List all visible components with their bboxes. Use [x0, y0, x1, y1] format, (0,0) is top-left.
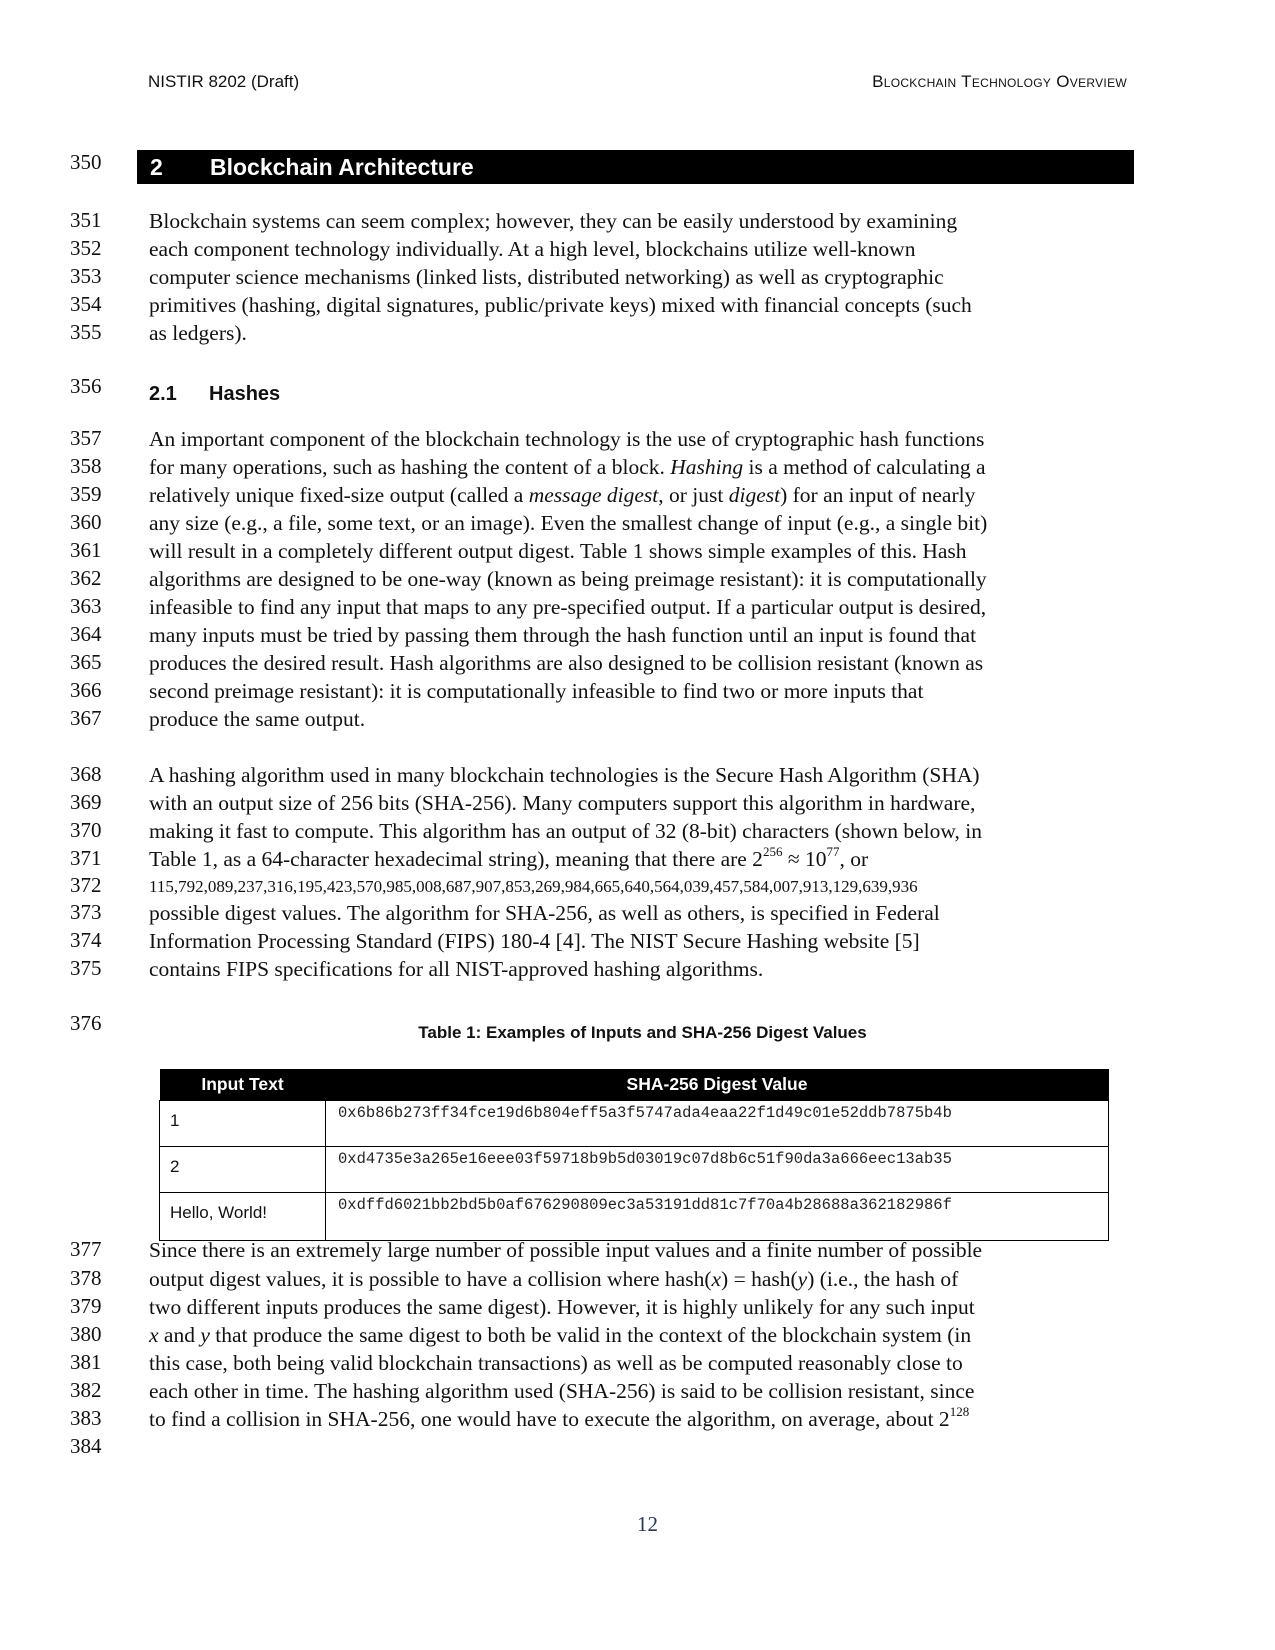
line-number: 378 — [70, 1266, 102, 1290]
exponent: 256 — [762, 844, 783, 859]
text-line: A hashing algorithm used in many blockchain technologies is the Secure Hash Algorithm (SHA) — [149, 763, 980, 787]
text-line: Blockchain systems can seem complex; however, they can be easily understood by examining — [149, 209, 958, 233]
subsection-number: 2.1 — [149, 383, 177, 405]
line-number: 357 — [70, 426, 102, 450]
text-line: two different inputs produces the same digest). However, it is highly unlikely for any such input — [149, 1295, 975, 1319]
line-number: 382 — [70, 1378, 102, 1402]
text-line: x and y that produce the same digest to both be valid in the context of the blockchain system (in — [149, 1323, 972, 1347]
text-line: Information Processing Standard (FIPS) 180-4 [4]. The NIST Secure Hashing website [5] — [149, 929, 920, 953]
line-number: 371 — [70, 846, 102, 870]
text-line: many inputs must be tried by passing them through the hash function until an input is found that — [149, 623, 977, 647]
page-number: 12 — [637, 1512, 658, 1536]
line-number: 384 — [70, 1434, 102, 1458]
text-line: as ledgers). — [149, 321, 247, 345]
line-number: 350 — [70, 150, 102, 174]
text-line: Since there is an extremely large number of possible input values and a finite number of possible — [149, 1238, 983, 1262]
text-line: infeasible to find any input that maps to any pre-specified output. If a particular output is desired, — [149, 595, 987, 619]
line-number: 354 — [70, 292, 102, 316]
line-number: 364 — [70, 622, 102, 646]
line-number: 353 — [70, 264, 102, 288]
text-line: possible digest values. The algorithm for SHA-256, as well as others, is specified in Federal — [149, 901, 940, 925]
large-number-line: 115,792,089,237,316,195,423,570,985,008,687,907,853,269,984,665,640,564,039,457,584,007,913,129,639,936 — [149, 877, 918, 896]
exponent: 77 — [826, 844, 840, 859]
running-header-right: Blockchain Technology Overview — [872, 72, 1127, 91]
column-header: SHA-256 Digest Value — [326, 1069, 1109, 1101]
table-header-row — [160, 1069, 1109, 1101]
line-number: 381 — [70, 1350, 102, 1374]
text-line: Table 1, as a 64-character hexadecimal string), meaning that there are $2^{256} \approx 10^{77}$, or — [149, 844, 869, 871]
text-line: algorithms are designed to be one-way (known as being preimage resistant): it is computationally — [149, 567, 987, 591]
line-number: 372 — [70, 873, 102, 897]
line-number: 359 — [70, 482, 102, 506]
input-cell: 1 — [160, 1101, 326, 1147]
text-line: to find a collision in SHA-256, one would have to execute the algorithm, on average, about $2^{128}$ — [149, 1404, 970, 1431]
term-digest: digest — [728, 483, 781, 507]
text-line: produce the same output. — [149, 707, 366, 731]
table-caption: Table 1: Examples of Inputs and SHA-256 Digest Values — [418, 1023, 867, 1042]
input-cell: Hello, World! — [160, 1193, 326, 1241]
input-cell: 2 — [160, 1147, 326, 1193]
term-message-digest: message digest — [528, 483, 659, 507]
text-line: computer science mechanisms (linked lists, distributed networking) as well as cryptographic — [149, 265, 944, 289]
subsection-title: Hashes — [209, 383, 281, 405]
text-line: produces the desired result. Hash algorithms are also designed to be collision resistant (known as — [149, 651, 984, 675]
text-line: will result in a completely different output digest. Table 1 shows simple examples of this. Hash — [149, 539, 967, 563]
line-number: 376 — [70, 1011, 102, 1035]
line-number: 368 — [70, 762, 102, 786]
line-number: 366 — [70, 678, 102, 702]
section-number: 2 — [150, 153, 163, 180]
text-line: this case, both being valid blockchain transactions) as well as be computed reasonably close to — [149, 1351, 963, 1375]
line-number: 370 — [70, 818, 102, 842]
line-number: 362 — [70, 566, 102, 590]
line-number: 379 — [70, 1294, 102, 1318]
line-number: 367 — [70, 706, 102, 730]
text-line: primitives (hashing, digital signatures, public/private keys) mixed with financial concepts (such — [149, 293, 972, 317]
term-hashing: Hashing — [670, 455, 744, 479]
text-line: second preimage resistant): it is computationally infeasible to find two or more inputs that — [149, 679, 924, 703]
running-header-left: NISTIR 8202 (Draft) — [148, 72, 300, 91]
section-heading — [137, 150, 1134, 184]
table-row — [160, 1147, 1109, 1193]
exponent: 128 — [949, 1404, 970, 1419]
text-line: each component technology individually. At a high level, blockchains utilize well-known — [149, 237, 916, 261]
text-line: making it fast to compute. This algorithm has an output of 32 (8-bit) characters (shown below, in — [149, 819, 982, 843]
line-number: 377 — [70, 1237, 102, 1261]
text-line: with an output size of 256 bits (SHA-256). Many computers support this algorithm in hardware, — [149, 791, 976, 815]
text-line: any size (e.g., a file, some text, or an image). Even the smallest change of input (e.g., a single bit) — [149, 511, 988, 535]
line-number: 369 — [70, 790, 102, 814]
text-line: for many operations, such as hashing the content of a block. Hashing is a method of calculating a — [149, 455, 986, 479]
line-number: 356 — [70, 374, 102, 398]
text-line: relatively unique fixed-size output (called a message digest, or just digest) for an input of nearly — [149, 483, 976, 507]
digest-table — [159, 1069, 1109, 1241]
line-number: 375 — [70, 956, 102, 980]
digest-cell: 0xdffd6021bb2bd5b0af676290809ec3a53191dd81c7f70a4b28688a362182986f — [326, 1193, 1109, 1241]
table-row — [160, 1101, 1109, 1147]
line-number: 365 — [70, 650, 102, 674]
line-number: 355 — [70, 320, 102, 344]
text-line: each other in time. The hashing algorithm used (SHA-256) is said to be collision resistant, since — [149, 1379, 975, 1403]
line-number: 363 — [70, 594, 102, 618]
line-number: 361 — [70, 538, 102, 562]
line-number: 360 — [70, 510, 102, 534]
section-title: Blockchain Architecture — [210, 153, 474, 180]
line-number: 373 — [70, 900, 102, 924]
line-number: 380 — [70, 1322, 102, 1346]
line-number: 358 — [70, 454, 102, 478]
line-number: 374 — [70, 928, 102, 952]
digest-cell: 0xd4735e3a265e16eee03f59718b9b5d03019c07d8b6c51f90da3a666eec13ab35 — [326, 1147, 1109, 1193]
line-number: 351 — [70, 208, 102, 232]
digest-cell: 0x6b86b273ff34fce19d6b804eff5a3f5747ada4eaa22f1d49c01e52ddb7875b4b — [326, 1101, 1109, 1147]
text-line: contains FIPS specifications for all NIST-approved hashing algorithms. — [149, 957, 764, 981]
line-number: 352 — [70, 236, 102, 260]
text-line: An important component of the blockchain technology is the use of cryptographic hash functions — [149, 427, 985, 451]
line-number: 383 — [70, 1406, 102, 1430]
text-line: output digest values, it is possible to have a collision where hash(x) = hash(y) (i.e., the hash of — [149, 1267, 959, 1291]
column-header: Input Text — [160, 1069, 326, 1101]
table-row — [160, 1193, 1109, 1241]
subsection-heading — [149, 383, 280, 406]
